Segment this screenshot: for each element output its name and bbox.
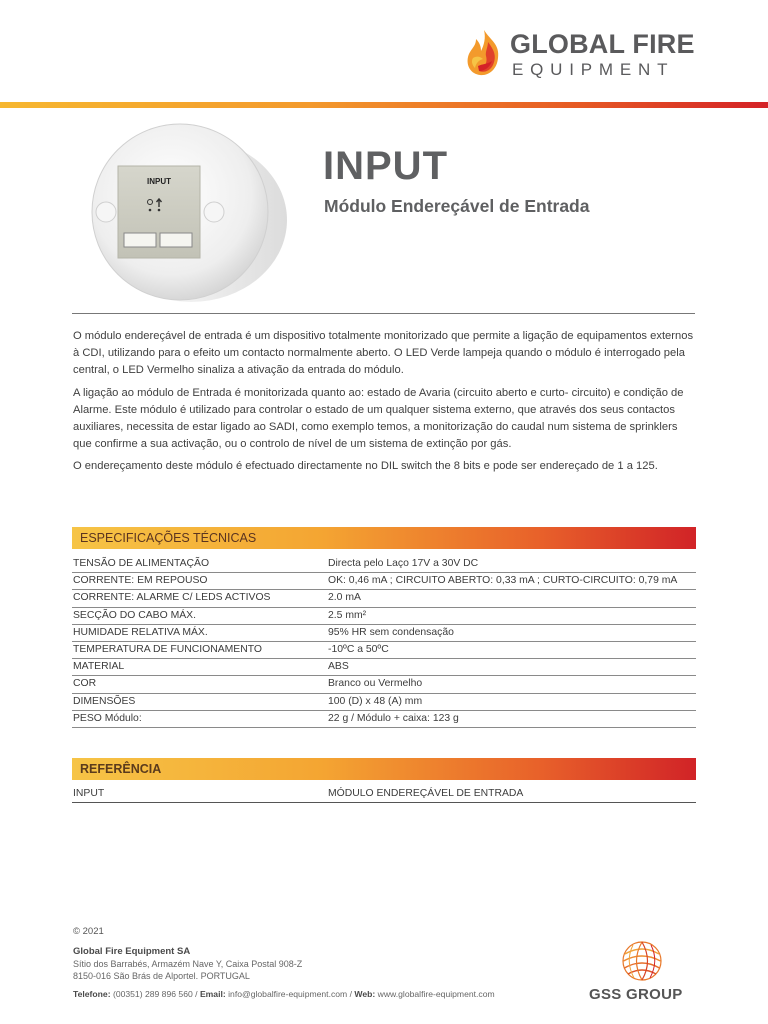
reference-code: INPUT bbox=[73, 788, 105, 799]
spec-key: SECÇÃO DO CABO MÁX. bbox=[73, 609, 196, 621]
spec-key: DIMENSÕES bbox=[73, 695, 136, 707]
specs-table bbox=[72, 556, 696, 728]
address-line-2: 8150-016 São Brás de Alportel. PORTUGAL bbox=[73, 971, 250, 981]
input-module-photo bbox=[88, 120, 292, 306]
phone-number: (00351) 289 896 560 bbox=[112, 989, 193, 999]
description-paragraph: O módulo endereçável de entrada é um dispositivo totalmente monitorizado que permite a ligação de equipamentos externos à CDI, utilizando para o efeito um contacto normalmente aberto. O LED Verde lampeja quando o módulo é interrogado pela central, o LED Vermelho sinaliza a ativação da entrada do módulo. bbox=[73, 330, 694, 377]
spec-key: PESO Módulo: bbox=[73, 712, 142, 724]
reference-heading-bar bbox=[72, 758, 696, 780]
spec-value: 100 (D) x 48 (A) mm bbox=[328, 695, 423, 707]
email-link[interactable]: info@globalfire-equipment.com bbox=[228, 989, 348, 999]
spec-value: Directa pelo Laço 17V a 30V DC bbox=[328, 558, 479, 569]
email-label: Email: bbox=[199, 989, 226, 999]
spec-value: 2.0 mA bbox=[328, 592, 361, 604]
table-row bbox=[72, 556, 696, 573]
header-gradient-bar bbox=[0, 102, 768, 108]
specs-heading-bar bbox=[72, 527, 696, 549]
spec-value: 95% HR sem condensação bbox=[328, 626, 454, 638]
spec-value: 22 g / Módulo + caixa: 123 g bbox=[328, 712, 459, 724]
table-row bbox=[72, 573, 696, 590]
globe-icon bbox=[621, 940, 663, 982]
divider bbox=[72, 313, 695, 314]
spec-key: TEMPERATURA DE FUNCIONAMENTO bbox=[73, 643, 262, 655]
web-label: Web: bbox=[354, 989, 376, 999]
copyright: © 2021 bbox=[73, 926, 104, 937]
table-row bbox=[72, 676, 696, 693]
spec-key: CORRENTE: ALARME C/ LEDS ACTIVOS bbox=[73, 592, 271, 604]
table-row bbox=[72, 711, 696, 728]
gss-group-logo bbox=[586, 940, 698, 1004]
reference-heading: REFERÊNCIA bbox=[80, 762, 162, 776]
company-name: Global Fire Equipment SA bbox=[73, 946, 191, 957]
specs-heading: ESPECIFICAÇÕES TÉCNICAS bbox=[80, 531, 257, 545]
description bbox=[73, 328, 697, 481]
spec-value: -10ºC a 50ºC bbox=[328, 643, 389, 655]
spec-value: ABS bbox=[328, 661, 349, 673]
group-name: GSS GROUP bbox=[589, 986, 683, 1003]
description-paragraph: O endereçamento deste módulo é efectuado directamente no DIL switch the 8 bits e pode ser endereçado de 1 a 125. bbox=[73, 460, 658, 473]
spec-value: OK: 0,46 mA ; CIRCUITO ABERTO: 0,33 mA ; CURTO-CIRCUITO: 0,79 mA bbox=[328, 575, 678, 587]
reference-table bbox=[72, 786, 696, 803]
description-paragraph: A ligação ao módulo de Entrada é monitorizada quanto ao: estado de Avaria (circuito aberto e curto- circuito) e condição de Alarme. Este módulo é utilizado para controlar o estado de um qualquer sistema externo, que através dos seus contactos auxiliares, necessita de estar ligado ao SADI, como exemplo temos, a monitorização do caudal num sistema de sprinklers que confirme a sua activação, ou o controlo de nível de um sistema de extinção por gás. bbox=[73, 386, 684, 451]
global-fire-logo bbox=[464, 26, 704, 82]
table-row bbox=[72, 590, 696, 607]
flame-icon bbox=[464, 28, 504, 78]
table-row bbox=[72, 659, 696, 676]
address-line-1: Sítio dos Barrabés, Armazém Nave Y, Caixa Postal 908-Z bbox=[73, 959, 303, 969]
table-row bbox=[72, 694, 696, 711]
separator: / bbox=[195, 989, 198, 999]
web-link[interactable]: www.globalfire-equipment.com bbox=[377, 989, 495, 999]
phone-label: Telefone: bbox=[73, 989, 111, 999]
spec-key: TENSÃO DE ALIMENTAÇÃO bbox=[73, 558, 210, 569]
table-row bbox=[72, 625, 696, 642]
table-row bbox=[72, 608, 696, 625]
spec-key: CORRENTE: EM REPOUSO bbox=[73, 575, 208, 587]
spec-value: Branco ou Vermelho bbox=[328, 678, 423, 690]
spec-value: 2.5 mm² bbox=[328, 609, 367, 621]
brand-title: GLOBAL FIRE bbox=[510, 29, 695, 59]
contact-line bbox=[73, 989, 495, 999]
spec-key: MATERIAL bbox=[73, 661, 125, 673]
product-subtitle: Módulo Endereçável de Entrada bbox=[324, 196, 590, 216]
panel-label: INPUT bbox=[147, 177, 171, 186]
table-row bbox=[72, 786, 696, 803]
spec-key: HUMIDADE RELATIVA MÁX. bbox=[73, 626, 208, 638]
spec-key: COR bbox=[73, 678, 97, 690]
separator: / bbox=[349, 989, 352, 999]
table-row bbox=[72, 642, 696, 659]
brand-subtitle: EQUIPMENT bbox=[512, 60, 675, 79]
product-title: INPUT bbox=[323, 144, 448, 188]
reference-description: MÓDULO ENDEREÇÁVEL DE ENTRADA bbox=[328, 788, 524, 799]
